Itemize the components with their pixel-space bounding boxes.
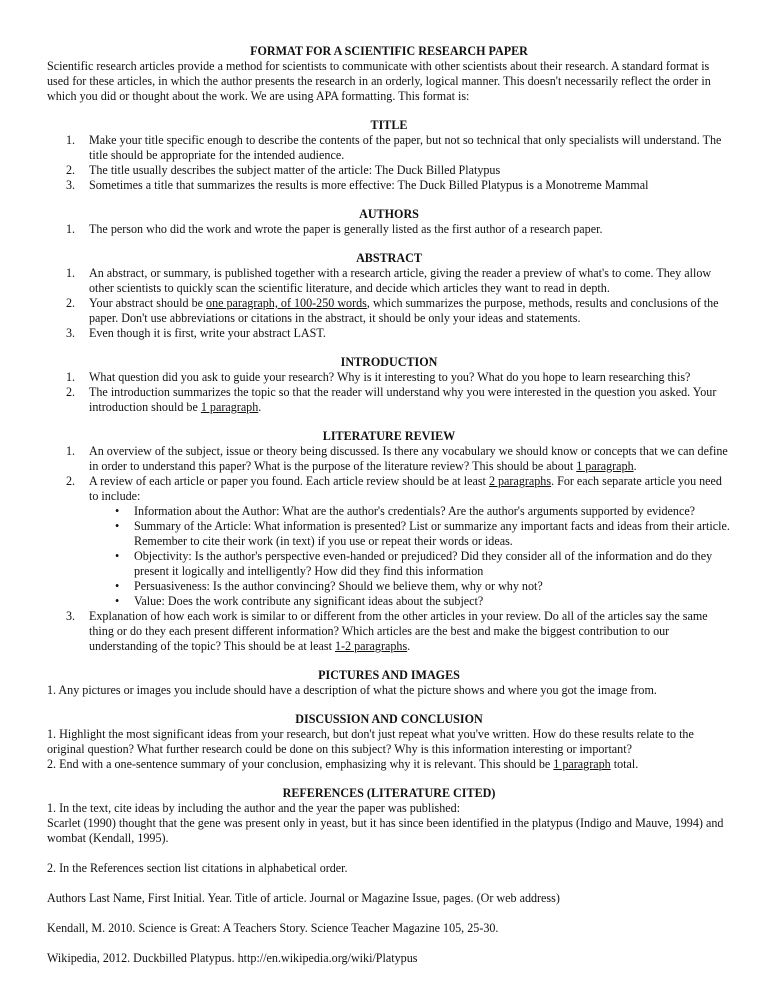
references-example-citation: Scarlet (1990) thought that the gene was present only in yeast, but it has since been identified in the platypus (Indigo and Mauve, 1994) and wombat (Kendall, 1995). (47, 816, 724, 845)
section-heading-authors: AUTHORS (359, 207, 419, 221)
list-item: 3. Explanation of how each work is similar to or different from the other articles in your review. Do all of the articles say the same thing or do they each present different information? Which articles are the best and make the biggest contribution to our understanding of the topic? This should be at least 1-2 paragraphs. (66, 609, 708, 653)
list-item: 3. Even though it is first, write your abstract LAST. (66, 326, 326, 340)
list-item: 2. The introduction summarizes the topic so that the reader will understand why you were interested in the question you asked. Your introduction should be 1 paragraph. (66, 385, 717, 414)
list-item: 1. What question did you ask to guide your research? Why is it interesting to you? What do you hope to learn researching this? (66, 370, 691, 384)
section-heading-title: TITLE (370, 118, 408, 132)
list-item: 2. A review of each article or paper you found. Each article review should be at least 2 paragraphs. For each separate article you need to include: (66, 474, 722, 503)
references-example-web: Wikipedia, 2012. Duckbilled Platypus. http://en.wikipedia.org/wiki/Platypus (47, 951, 418, 965)
references-paragraph-1: 1. In the text, cite ideas by including the author and the year the paper was published: (47, 801, 461, 815)
bullet-item: • Objectivity: Is the author's perspective even-handed or prejudiced? Did they consider all of the information and do they present it logically and intelligently? How did they find this information (47, 549, 731, 579)
document-title: FORMAT FOR A SCIENTIFIC RESEARCH PAPER (250, 44, 528, 58)
list-item: 2. Your abstract should be one paragraph, of 100-250 words, which summarizes the purpose, methods, results and conclusions of the paper. Don't use abbreviations or citations in the abstract, it should be only your ideas and statements. (66, 296, 719, 325)
title-list (47, 133, 731, 193)
bullet-item: • Summary of the Article: What information is presented? List or summarize any important facts and ideas from their article. Remember to cite their work (in text) if you use or repeat their words or ideas. (47, 519, 731, 549)
list-item: 1. Make your title specific enough to describe the contents of the paper, but not so technical that only specialists will understand. The title should be appropriate for the intended audience. (66, 133, 722, 162)
intro-paragraph: Scientific research articles provide a method for scientists to communicate with other scientists about their research. A standard format is used for these articles, in which the author presents the research in an orderly, logical manner. This doesn't necessarily reflect the order in which you did or thought about the work. We are using APA formatting. This format is: (47, 59, 711, 103)
bullet-item: • Persuasiveness: Is the author convincing? Should we believe them, why or why not? (47, 579, 731, 594)
introduction-list (47, 370, 731, 415)
pictures-paragraph: 1. Any pictures or images you include should have a description of what the picture shows and where you got the image from. (47, 683, 657, 697)
discussion-paragraph-1: 1. Highlight the most significant ideas from your research, but don't just repeat what you've written. How do these results relate to the original question? What further research could be done on this subject? Why is this information interesting or important? (47, 727, 694, 756)
section-heading-references: REFERENCES (LITERATURE CITED) (282, 786, 496, 800)
list-item: 1. An overview of the subject, issue or theory being discussed. Is there any vocabulary we should know or concepts that we can define in order to understand this paper? What is the purpose of the literature review? This should be about 1 paragraph. (66, 444, 728, 473)
bullet-item: • Information about the Author: What are the author's credentials? Are the author's arguments supported by evidence? (47, 504, 731, 519)
bullet-item: • Value: Does the work contribute any significant ideas about the subject? (47, 594, 731, 609)
list-item: 3. Sometimes a title that summarizes the results is more effective: The Duck Billed Platypus is a Monotreme Mammal (66, 178, 649, 192)
literature-review-list (47, 444, 731, 504)
document-body (47, 44, 731, 966)
section-heading-pictures: PICTURES AND IMAGES (318, 668, 460, 682)
authors-list (47, 222, 731, 237)
literature-review-list-continued (47, 609, 731, 654)
section-heading-discussion: DISCUSSION AND CONCLUSION (295, 712, 483, 726)
section-heading-literature-review: LITERATURE REVIEW (322, 429, 456, 443)
list-item: 1. The person who did the work and wrote the paper is generally listed as the first author of a research paper. (66, 222, 603, 236)
list-item: 1. An abstract, or summary, is published together with a research article, giving the reader a preview of what's to come. They allow other scientists to quickly scan the scientific literature, and decide which articles they want to read in depth. (66, 266, 712, 295)
section-heading-introduction: INTRODUCTION (340, 355, 438, 369)
literature-review-bullets (47, 504, 731, 609)
abstract-list (47, 266, 731, 341)
references-paragraph-2: 2. In the References section list citations in alphabetical order. (47, 861, 348, 875)
discussion-paragraph-2: 2. End with a one-sentence summary of your conclusion, emphasizing why it is relevant. This should be 1 paragraph total. (47, 757, 639, 771)
list-item: 2. The title usually describes the subject matter of the article: The Duck Billed Platypus (66, 163, 501, 177)
references-format: Authors Last Name, First Initial. Year. Title of article. Journal or Magazine Issue, pages. (Or web address) (47, 891, 560, 905)
section-heading-abstract: ABSTRACT (356, 251, 422, 265)
references-example-journal: Kendall, M. 2010. Science is Great: A Teachers Story. Science Teacher Magazine 105, 25-30. (47, 921, 499, 935)
